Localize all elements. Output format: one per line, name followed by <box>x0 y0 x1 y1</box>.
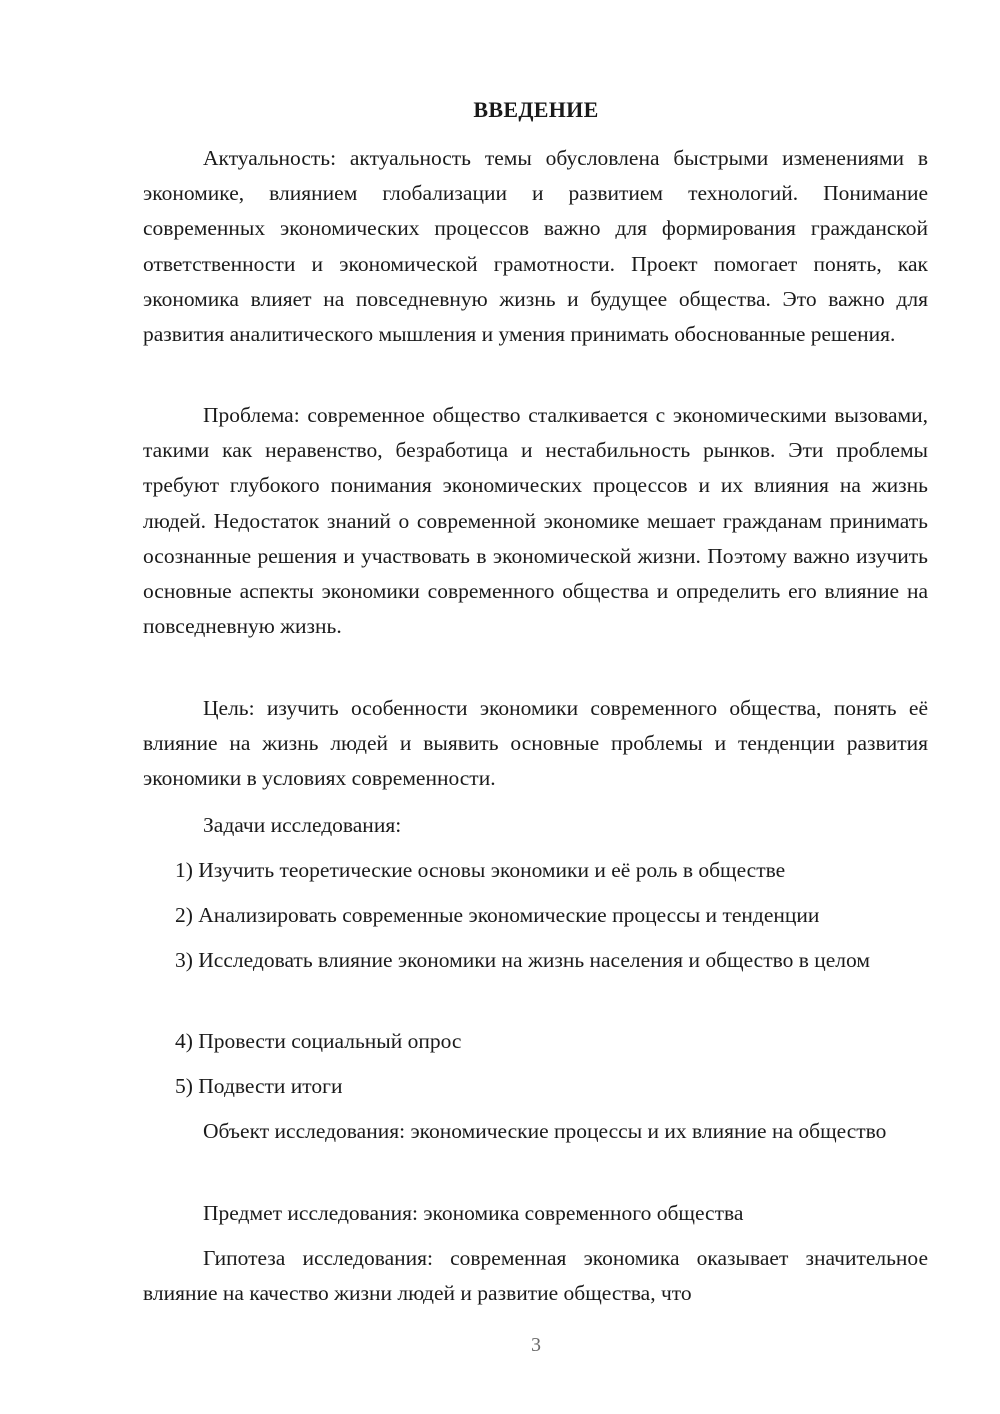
tasks-heading: Задачи исследования: <box>203 813 402 837</box>
page-number: 3 <box>531 1334 541 1356</box>
paragraph-goal: Цель: изучить особенности экономики современного общества, понять её влияние на жизнь людей и выявить основные проблемы и тенденции развития экономики в условиях современности. <box>143 696 928 791</box>
page-title: ВВЕДЕНИЕ <box>473 97 599 122</box>
paragraph-hypothesis: Гипотеза исследования: современная экономика оказывает значительное влияние на качество жизни людей и развитие общества, что <box>143 1246 928 1306</box>
task-item-2: 2) Анализировать современные экономические процессы и тенденции <box>175 903 820 927</box>
task-item-1: 1) Изучить теоретические основы экономики и её роль в обществе <box>175 858 786 882</box>
paragraph-object: Объект исследования: экономические процессы и их влияние на общество <box>203 1119 887 1143</box>
task-item-4: 4) Провести социальный опрос <box>175 1029 462 1053</box>
paragraph-relevance: Актуальность: актуальность темы обусловлена быстрыми изменениями в экономике, влиянием глобализации и развитием технологий. Понимание современных экономических процессов важно для формирования гражданской ответственности и экономической грамотности. Проект помогает понять, как экономика влияет на повседневную жизнь и будущее общества. Это важно для развития аналитического мышления и умения принимать обоснованные решения. <box>143 146 928 347</box>
paragraph-problem: Проблема: современное общество сталкивается с экономическими вызовами, такими как неравенство, безработица и нестабильность рынков. Эти проблемы требуют глубокого понимания экономических процессов и их влияния на жизнь людей. Недостаток знаний о современной экономике мешает гражданам принимать осознанные решения и участвовать в экономической жизни. Поэтому важно изучить основные аспекты экономики современного общества и определить его влияние на повседневную жизнь. <box>143 403 928 639</box>
task-item-3: 3) Исследовать влияние экономики на жизнь населения и общество в целом <box>175 948 870 972</box>
task-item-5: 5) Подвести итоги <box>175 1074 343 1098</box>
paragraph-subject: Предмет исследования: экономика современного общества <box>203 1201 744 1225</box>
